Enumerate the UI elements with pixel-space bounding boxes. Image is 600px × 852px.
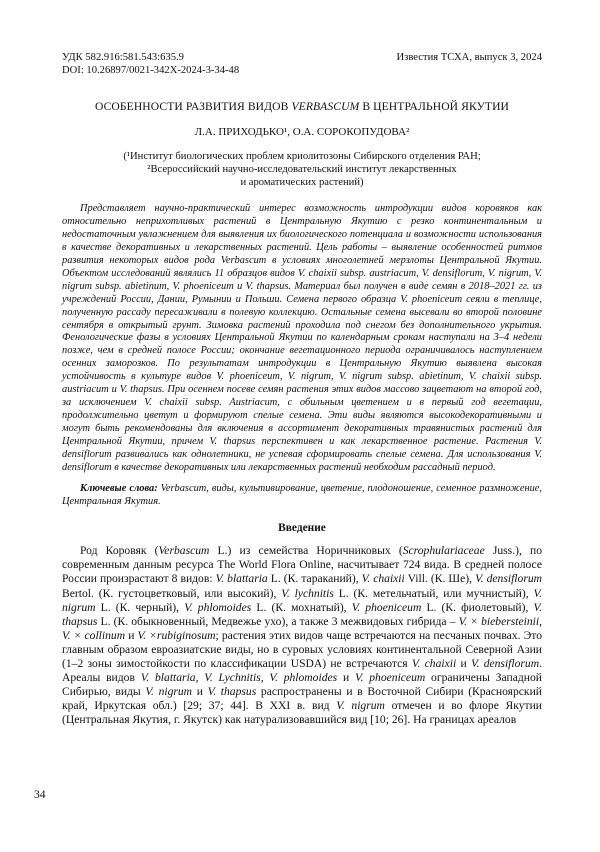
text-run: L. (К. тараканий), <box>267 572 362 586</box>
text-run: Vill. (К. Ше), <box>404 572 476 586</box>
text-run: и <box>192 685 208 699</box>
journal-name: Известия ТСХА, выпуск 3, 2024 <box>396 52 542 63</box>
italic-run: V. thapsus <box>62 600 542 628</box>
italic-run: V. nigrum <box>62 586 542 614</box>
italic-run: Verbascum <box>158 544 210 558</box>
italic-run: Scrophulariaceae <box>402 544 485 558</box>
text-run: распространены и в Восточной Сибири (Красноярский край, Иркутская обл.) [29; 37; 44]. В XXI в. вид <box>62 685 542 713</box>
text-run: L. (К. обыкновенный, Медвежье ухо), а также 3 межвидовых гибрида – <box>97 614 459 628</box>
text-run: L. (К. мохнатый), <box>251 600 352 614</box>
article-title <box>62 100 542 113</box>
keywords-text: Verbascum, виды, культивирование, цветение, плодоношение, семенное размножение, Центральная Якутия. <box>62 483 542 508</box>
text-run: Род Коровяк ( <box>80 544 159 558</box>
italic-run: V. lychnitis <box>281 586 334 600</box>
keywords <box>62 483 542 509</box>
article-page <box>62 52 542 787</box>
affiliation-line-1: (¹Институт биологических проблем криолитозоны Сибирского отделения РАН; <box>123 151 481 162</box>
text-run: Juss.), по современным данным ресурса The World Flora Online, насчитывает 724 вида. В средней полосе России произрастают 8 видов: <box>62 544 542 586</box>
text-run: . Ареалы видов <box>62 656 542 685</box>
italic-run: V. chaixii <box>411 656 457 670</box>
keywords-label: Ключевые слова: <box>80 483 158 495</box>
section-heading: Введение <box>278 522 326 535</box>
abstract: Представляет научно-практический интерес возможность интродукции видов коровяков как относительно неприхотливых растений в Центральную Якутию с резко континентальным и недостаточным увлажнением для выявления их биологического потенциала и возможности использования в качестве декоративных и лекарственных растений. Цель работы – выявление особенностей ритмов развития некоторых видов рода Verbascum в условиях многолетней мерзлоты Центральной Якутии. Объектом исследований являлись 11 образцов видов V. chaixii subsp. austriacum, V. densiflorum, V. nigrum, V. nigrum subsp. abietinum, V. phoeniceum и V. thapsus. Материал был получен в виде семян в 2018–2021 гг. из учреждений России, Дании, Румынии и Польши. Семена первого образца V. phoeniceum сеяли в теплице, полученную рассаду пересаживали в полевую коллекцию. Остальные семена высевали во второй половине сентября в открытый грунт. Зимовка растений проходила под снегом без дополнительного укрытия. Фенологические фазы в условиях Центральной Якутии по календарным срокам наступали на 3–4 недели позже, чем в средней полосе России; окончание вегетационного периода ограничивалось наступлением осенних заморозков. По результатам интродукции в Центральную Якутию выявлена высокая устойчивость в культуре видов V. phoeniceum, V. nigrum, V. nigrum subsp. abietinum, V. chaixii subsp. austriacum и V. thapsus. При осеннем посеве семян растения этих видов массово зацветают на второй год, за исключением V. chaixii subsp. Austriacum, с обильным цветением и в первый год вегетации, продолжительно цветут и формируют спелые семена. Эти виды являются высокодекоративными и могут быть рекомендованы для включения в ассортимент декоративных травянистых растений для Центральной Якутии, причем V. thapsus перспективен и как лекарственное растение. Растения V. densiflorum развивались как однолетники, не успевая сформировать спелые семена. Для использования V. densiflorum в качестве декоративных или лекарственных растений необходим рассадный период. <box>62 203 542 473</box>
text-run: Bertol. (К. густоцветковый, или высокий), <box>62 586 282 600</box>
text-run: и <box>125 628 138 642</box>
italic-run: V. chaixii <box>361 572 405 586</box>
italic-run: V. nigrum <box>336 699 385 713</box>
italic-run: V. densiflorum <box>475 572 542 586</box>
page-number: 34 <box>34 788 46 801</box>
udc-code: УДК 582.916:581.543:635.9 <box>62 52 184 63</box>
text-run: ограничены Западной Сибирью, виды <box>62 671 542 699</box>
affiliation-line-3: и ароматических растений) <box>240 176 364 188</box>
affiliation-line-2: ²Всероссийский научно-исследовательский институт лекарственных <box>147 163 457 175</box>
title-text-2: В ЦЕНТРАЛЬНОЙ ЯКУТИИ <box>359 100 510 113</box>
italic-run: V. phoeniceum <box>351 600 422 614</box>
text-run: ; растения этих видов чаще встречаются на песчаных почвах. Это главным образом евроазиатские виды, но в суровых условиях континентальной Северной Азии (1–2 зоны зимостойкости по классификации USDA) не встречаются <box>62 628 542 670</box>
doi: DOI: 10.26897/0021-342X-2024-3-34-48 <box>62 64 240 76</box>
body-paragraph <box>62 544 542 787</box>
italic-run: V. phlomoides <box>184 600 252 614</box>
text-run: L.) из семейства Норичниковых ( <box>209 544 403 558</box>
italic-run: V. blattaria, V. Lychnitis, V. phlomoides <box>140 671 338 685</box>
title-genus: VERBASCUM <box>291 100 360 113</box>
text-run: и <box>337 671 355 685</box>
text-run: L. (К. черный), <box>95 600 185 614</box>
header-left <box>62 52 239 77</box>
affiliations <box>62 151 542 189</box>
italic-run: V. thapsus <box>207 685 257 699</box>
italic-run: V. × biebersteinii, V. × collinum <box>62 614 542 642</box>
authors: Л.А. ПРИХОДЬКО¹, О.А. СОРОКОПУДОВА² <box>194 126 410 138</box>
text-run: и <box>456 656 471 670</box>
title-text-1: ОСОБЕННОСТИ РАЗВИТИЯ ВИДОВ <box>94 100 292 113</box>
text-run: отмечен и во флоре Якутии (Центральная Якутия, г. Якутск) как натурализовавшийся вид [10; 26]. На границах ареалов <box>62 699 542 727</box>
italic-run: V. blattaria <box>215 572 268 586</box>
italic-run: V. densiflorum <box>470 656 540 670</box>
text-run: L. (К. метельчатый, или мучнистый), <box>333 586 534 600</box>
italic-run: V. nigrum <box>145 685 193 699</box>
text-run: L. (К. фиолетовый), <box>421 600 534 614</box>
italic-run: V. ×rubiginosum <box>137 628 216 642</box>
running-header <box>62 52 542 77</box>
italic-run: V. phoeniceum <box>354 671 426 685</box>
